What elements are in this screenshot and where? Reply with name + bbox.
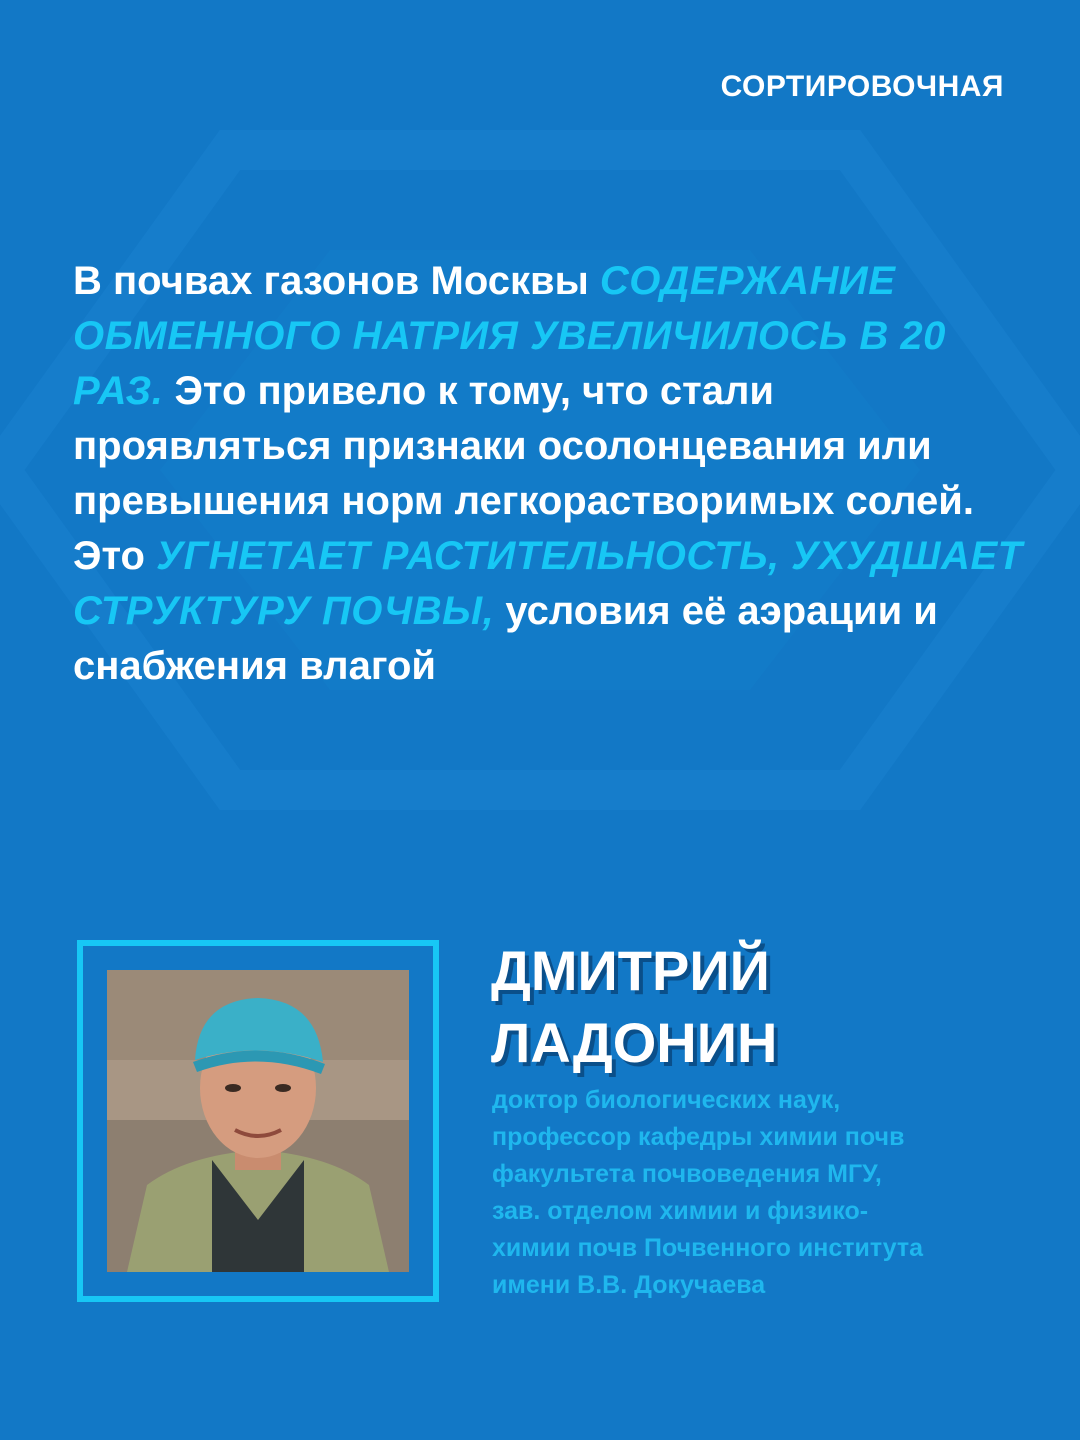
person-role — [492, 1082, 1052, 1304]
quote-highlight-effects: УГНЕТАЕТ РАСТИТЕЛЬНОСТЬ, УХУДШАЕТ СТРУКТУРУ ПОЧВЫ, — [73, 534, 1023, 633]
person-first-name: ДМИТРИЙ — [491, 939, 770, 1002]
role-line: химии почв Почвенного института — [492, 1234, 924, 1262]
role-line: факультета почвоведения МГУ, — [492, 1160, 882, 1188]
portrait-illustration — [107, 970, 409, 1272]
quote-text-part2: Это привело к тому, что стали проявляться признаки осолонцевания или превышения норм легкорастворимых солей. Это — [73, 369, 974, 578]
brand-label: СОРТИРОВОЧНАЯ — [720, 70, 1004, 103]
role-line: доктор биологических наук, — [492, 1086, 841, 1114]
role-line: зав. отделом химии и физико- — [492, 1197, 869, 1225]
quote-text — [73, 254, 1023, 694]
role-line: имени В.В. Докучаева — [492, 1271, 766, 1299]
portrait-photo — [107, 970, 409, 1272]
person-name — [491, 935, 1051, 1079]
role-line: профессор кафедры химии почв — [492, 1123, 905, 1151]
person-last-name: ЛАДОНИН — [491, 1011, 778, 1074]
quote-text-part3: условия её аэрации и снабжения влагой — [73, 589, 938, 688]
quote-highlight-sodium: СОДЕРЖАНИЕ ОБМЕННОГО НАТРИЯ УВЕЛИЧИЛОСЬ В 20 РАЗ. — [73, 259, 946, 413]
quote-text-part1: В почвах газонов Москвы — [73, 259, 600, 303]
